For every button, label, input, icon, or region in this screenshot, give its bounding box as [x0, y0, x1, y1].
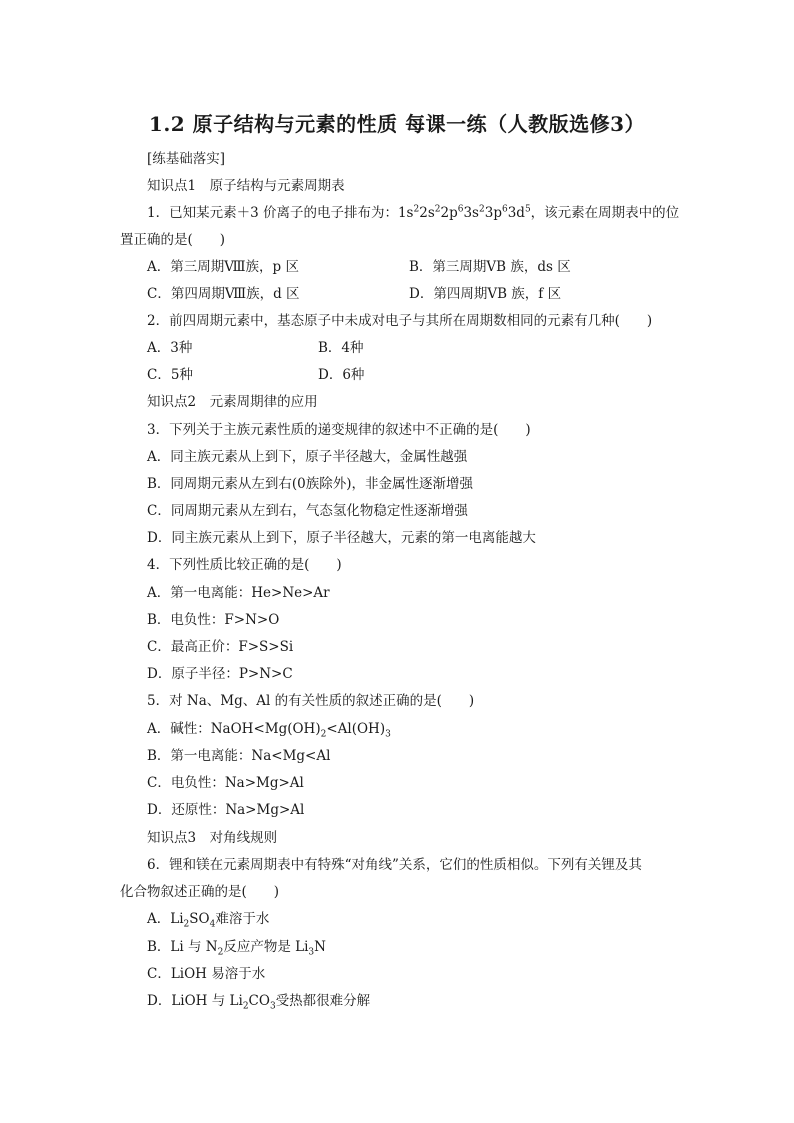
question-3-option-c: C．同周期元素从左到右，气态氢化物稳定性逐渐增强 — [147, 503, 468, 519]
question-4-option-b: B．电负性：F>N>O — [147, 612, 280, 628]
question-3-option-a: A．同主族元素从上到下，原子半径越大，金属性越强 — [147, 449, 468, 465]
question-2-option-d: D．6种 — [318, 367, 365, 383]
question-6-option-a: A．$Li_2SO_4$难溶于水 — [147, 911, 270, 930]
question-6-stem: 6．锂和镁在元素周期表中有特殊“对角线”关系，它们的性质相似。下列有关锂及其 — [147, 857, 642, 873]
question-4-option-c: C．最高正价：F>S>Si — [147, 639, 294, 655]
question-4-option-a: A．第一电离能：He>Ne>Ar — [147, 585, 330, 601]
question-1-option-b: B．第三周期ⅤB 族，ds 区 — [409, 259, 571, 275]
question-4-option-d: D．原子半径：P>N>C — [147, 666, 293, 682]
question-2-option-a: A．3种 — [147, 340, 193, 356]
question-1-stem-cont: 置正确的是( ) — [120, 232, 226, 248]
question-3-stem: 3．下列关于主族元素性质的递变规律的叙述中不正确的是( ) — [147, 422, 531, 438]
question-2-option-b: B．4种 — [318, 340, 364, 356]
question-1-option-a: A．第三周期Ⅷ族，p 区 — [147, 259, 299, 275]
question-6-stem-cont: 化合物叙述正确的是( ) — [120, 884, 280, 900]
question-1-option-c: C．第四周期Ⅷ族，d 区 — [147, 286, 300, 302]
question-6-option-b: B．Li 与 $N_2$反应产物是 $Li_3N$ — [147, 939, 326, 958]
knowledge-point-3: 知识点3 对角线规则 — [147, 830, 278, 846]
question-1-option-d: D．第四周期ⅤB 族，f 区 — [409, 286, 562, 302]
question-5-option-a: A．碱性：$NaOH<Mg(OH)_2<Al(OH)_3$ — [147, 721, 391, 740]
section-label: [练基础落实] — [147, 151, 226, 167]
question-1-stem: 1．已知某元素＋3 价离子的电子排布为：$1s^22s^22p^63s^23p^63d^5$，该元素在周期表中的位 — [147, 204, 680, 221]
question-5-option-b: B．第一电离能：Na<Mg<Al — [147, 748, 331, 764]
question-4-stem: 4．下列性质比较正确的是( ) — [147, 557, 342, 573]
question-5-option-c: C．电负性：Na>Mg>Al — [147, 775, 304, 791]
question-2-option-c: C．5种 — [147, 367, 193, 383]
question-3-option-d: D．同主族元素从上到下，原子半径越大，元素的第一电离能越大 — [147, 530, 536, 546]
knowledge-point-2: 知识点2 元素周期律的应用 — [147, 394, 318, 410]
knowledge-point-1: 知识点1 原子结构与元素周期表 — [147, 178, 345, 194]
question-5-option-d: D．还原性：Na>Mg>Al — [147, 802, 305, 818]
question-2-stem: 2．前四周期元素中，基态原子中未成对电子与其所在周期数相同的元素有几种( ) — [147, 313, 653, 329]
question-3-option-b: B．同周期元素从左到右(0族除外)，非金属性逐渐增强 — [147, 476, 474, 492]
question-6-option-d: D．LiOH 与 $Li_2CO_3$受热都很难分解 — [147, 993, 371, 1012]
page-title: 1.2 原子结构与元素的性质 每课一练（人教版选修3） — [148, 112, 646, 136]
question-6-option-c: C．LiOH 易溶于水 — [147, 966, 266, 982]
question-5-stem: 5．对 Na、Mg、Al 的有关性质的叙述正确的是( ) — [147, 693, 475, 709]
